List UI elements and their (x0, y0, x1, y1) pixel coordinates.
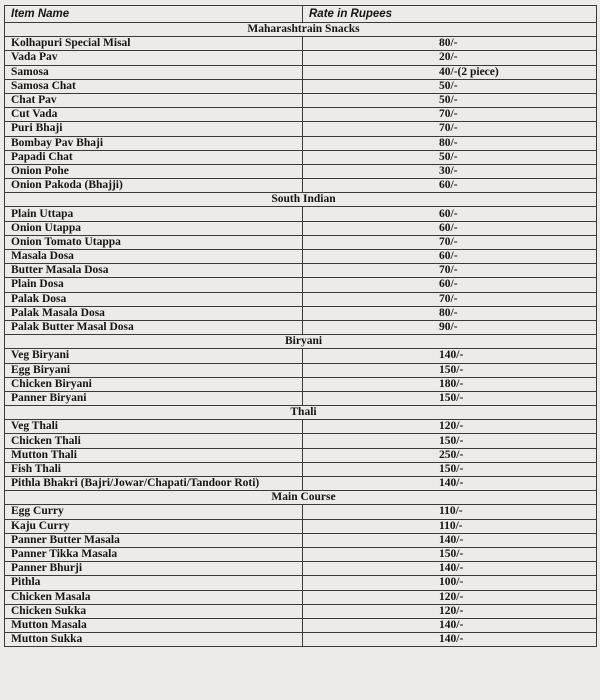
item-name: Panner Butter Masala (5, 533, 303, 547)
item-price: 70/- (303, 122, 597, 136)
menu-item-row (5, 562, 597, 576)
section-header-row (5, 406, 597, 420)
menu-item-row (5, 448, 597, 462)
item-name: Masala Dosa (5, 250, 303, 264)
item-name: Onion Tomato Utappa (5, 235, 303, 249)
item-price: 140/- (303, 477, 597, 491)
item-name: Puri Bhaji (5, 122, 303, 136)
section-title: Main Course (5, 491, 597, 505)
item-name: Chicken Thali (5, 434, 303, 448)
menu-item-row (5, 434, 597, 448)
item-name: Veg Biryani (5, 349, 303, 363)
item-price: 100/- (303, 576, 597, 590)
item-name: Pithla (5, 576, 303, 590)
menu-item-row (5, 235, 597, 249)
item-price: 90/- (303, 320, 597, 334)
item-price: 140/- (303, 562, 597, 576)
menu-item-row (5, 79, 597, 93)
item-name: Samosa Chat (5, 79, 303, 93)
menu-item-row (5, 292, 597, 306)
section-title: South Indian (5, 193, 597, 207)
menu-item-row (5, 377, 597, 391)
menu-item-row (5, 122, 597, 136)
rate-header: Rate in Rupees (303, 6, 597, 23)
item-price: 150/- (303, 434, 597, 448)
menu-item-row (5, 547, 597, 561)
item-name: Mutton Sukka (5, 633, 303, 647)
section-title: Biryani (5, 335, 597, 349)
item-name: Chicken Masala (5, 590, 303, 604)
menu-item-row (5, 150, 597, 164)
item-price: 250/- (303, 448, 597, 462)
item-price: 150/- (303, 391, 597, 405)
item-name: Samosa (5, 65, 303, 79)
menu-item-row (5, 363, 597, 377)
item-price: 150/- (303, 462, 597, 476)
item-price: 60/- (303, 207, 597, 221)
item-name: Onion Pakoda (Bhajji) (5, 179, 303, 193)
menu-item-row (5, 278, 597, 292)
menu-item-row (5, 221, 597, 235)
item-price: 50/- (303, 150, 597, 164)
menu-item-row (5, 179, 597, 193)
item-price: 50/- (303, 79, 597, 93)
item-price: 120/- (303, 590, 597, 604)
item-price: 20/- (303, 51, 597, 65)
item-price: 70/- (303, 235, 597, 249)
menu-item-row (5, 590, 597, 604)
menu-item-row (5, 505, 597, 519)
section-header-row (5, 335, 597, 349)
menu-item-row (5, 136, 597, 150)
item-price: 60/- (303, 250, 597, 264)
item-price: 80/- (303, 37, 597, 51)
item-price: 80/- (303, 306, 597, 320)
item-price: 140/- (303, 533, 597, 547)
item-name: Palak Butter Masal Dosa (5, 320, 303, 334)
item-name: Vada Pav (5, 51, 303, 65)
item-price: 70/- (303, 292, 597, 306)
item-name: Mutton Masala (5, 618, 303, 632)
item-name: Chicken Biryani (5, 377, 303, 391)
item-price: 30/- (303, 164, 597, 178)
item-name: Bombay Pav Bhaji (5, 136, 303, 150)
menu-item-row (5, 633, 597, 647)
menu-item-row (5, 391, 597, 405)
item-name: Chat Pav (5, 93, 303, 107)
menu-item-row (5, 519, 597, 533)
menu-item-row (5, 533, 597, 547)
item-price: 110/- (303, 519, 597, 533)
menu-item-row (5, 477, 597, 491)
menu-item-row (5, 576, 597, 590)
item-name: Egg Curry (5, 505, 303, 519)
item-price: 70/- (303, 264, 597, 278)
menu-item-row (5, 420, 597, 434)
menu-item-row (5, 462, 597, 476)
item-price: 60/- (303, 179, 597, 193)
menu-item-row (5, 306, 597, 320)
menu-item-row (5, 108, 597, 122)
menu-item-row (5, 51, 597, 65)
item-name: Veg Thali (5, 420, 303, 434)
menu-item-row (5, 349, 597, 363)
item-name: Egg Biryani (5, 363, 303, 377)
menu-table-body (5, 6, 597, 647)
item-name: Panner Bhurji (5, 562, 303, 576)
item-price: 60/- (303, 221, 597, 235)
item-price: 150/- (303, 547, 597, 561)
item-price: 150/- (303, 363, 597, 377)
item-price: 40/-(2 piece) (303, 65, 597, 79)
menu-table (4, 5, 597, 647)
item-price: 140/- (303, 633, 597, 647)
menu-item-row (5, 250, 597, 264)
item-name: Plain Dosa (5, 278, 303, 292)
header-row (5, 6, 597, 23)
item-name: Chicken Sukka (5, 604, 303, 618)
item-name: Palak Dosa (5, 292, 303, 306)
item-name: Pithla Bhakri (Bajri/Jowar/Chapati/Tandoor Roti) (5, 477, 303, 491)
item-name: Onion Utappa (5, 221, 303, 235)
item-name: Panner Biryani (5, 391, 303, 405)
item-price: 80/- (303, 136, 597, 150)
item-price: 60/- (303, 278, 597, 292)
item-name: Palak Masala Dosa (5, 306, 303, 320)
item-name: Onion Pohe (5, 164, 303, 178)
menu-item-row (5, 207, 597, 221)
section-title: Thali (5, 406, 597, 420)
menu-item-row (5, 93, 597, 107)
menu-item-row (5, 264, 597, 278)
menu-item-row (5, 618, 597, 632)
item-name: Butter Masala Dosa (5, 264, 303, 278)
item-name: Papadi Chat (5, 150, 303, 164)
item-name: Plain Uttapa (5, 207, 303, 221)
item-name-header: Item Name (5, 6, 303, 23)
item-price: 70/- (303, 108, 597, 122)
section-header-row (5, 193, 597, 207)
item-price: 180/- (303, 377, 597, 391)
section-header-row (5, 23, 597, 37)
menu-item-row (5, 164, 597, 178)
item-name: Panner Tikka Masala (5, 547, 303, 561)
item-price: 50/- (303, 93, 597, 107)
item-price: 140/- (303, 618, 597, 632)
item-name: Mutton Thali (5, 448, 303, 462)
menu-item-row (5, 604, 597, 618)
item-name: Cut Vada (5, 108, 303, 122)
menu-item-row (5, 320, 597, 334)
item-price: 140/- (303, 349, 597, 363)
item-name: Fish Thali (5, 462, 303, 476)
item-price: 120/- (303, 604, 597, 618)
section-title: Maharashtrain Snacks (5, 23, 597, 37)
item-price: 110/- (303, 505, 597, 519)
item-price: 120/- (303, 420, 597, 434)
item-name: Kolhapuri Special Misal (5, 37, 303, 51)
section-header-row (5, 491, 597, 505)
menu-item-row (5, 65, 597, 79)
item-name: Kaju Curry (5, 519, 303, 533)
menu-item-row (5, 37, 597, 51)
